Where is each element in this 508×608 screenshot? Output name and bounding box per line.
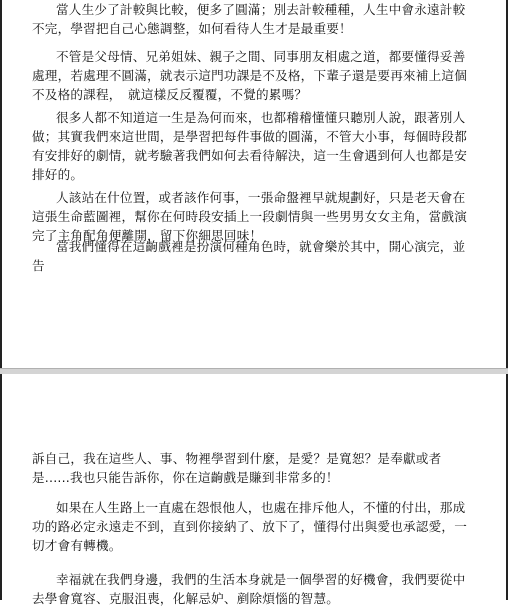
paragraph: 當人生少了計較與比較，便多了圓滿；別去計較種種，人生中會永遠計較不完，學習把自己心態調整，如何看待人生才是最重要！ [32, 2, 466, 36]
paragraph: 訴自己，我在這些人、事、物裡學習到什麼，是愛？是寬恕？是奉獻或者是......我也只能告訴你，你在這齣戲是賺到非常多的！ [32, 451, 442, 485]
page-edge-left [0, 374, 2, 600]
paragraph: 不管是父母情、兄弟姐妹、親子之間、同事朋友相處之道，都要懂得妥善處理，若處理不圓滿，就表示這門功課是不及格，下輩子還是要再來補上這個不及格的課程， 就這樣反反覆覆，不覺的累嗎？ [32, 49, 467, 102]
paragraph: 很多人都不知道這一生是為何而來，也都稽稽懂懂只聽別人說，跟著別人做；其實我們來這世間，是學習把每件事做的圓滿，不管大小事，每個時段都有安排好的劇情，就考驗著我們如何去看待解決，這一生會遇到何人也都是安排好的。 [32, 110, 467, 182]
document-page-2 [0, 374, 508, 606]
paragraph: 幸福就在我們身邊，我們的生活本身就是一個學習的好機會，我們要從中去學會寬容、克服沮喪，化解忌妒、剷除煩惱的智慧。 [32, 572, 466, 606]
paragraph: 如果在人生路上一直處在怨恨他人，也處在排斥他人，不懂的付出，那成功的路必定永遠走不到，直到你接納了、放下了，懂得付出與愛也承認愛，一切才會有轉機。 [32, 500, 467, 553]
paragraph: 當我們懂得在這齣戲裡是扮演何種角色時，就會樂於其中，開心演完，並告 [32, 239, 466, 273]
paragraph: 人該站在什位置，或者該作何事，一張命盤裡早就規劃好，只是老天會在這張生命藍圖裡，幫你在何時段安插上一段劇情與一些男男女女主角，當戲演完了主角配角便離開，留下你細思回味！ [32, 190, 467, 243]
page-edge-left [0, 0, 2, 368]
